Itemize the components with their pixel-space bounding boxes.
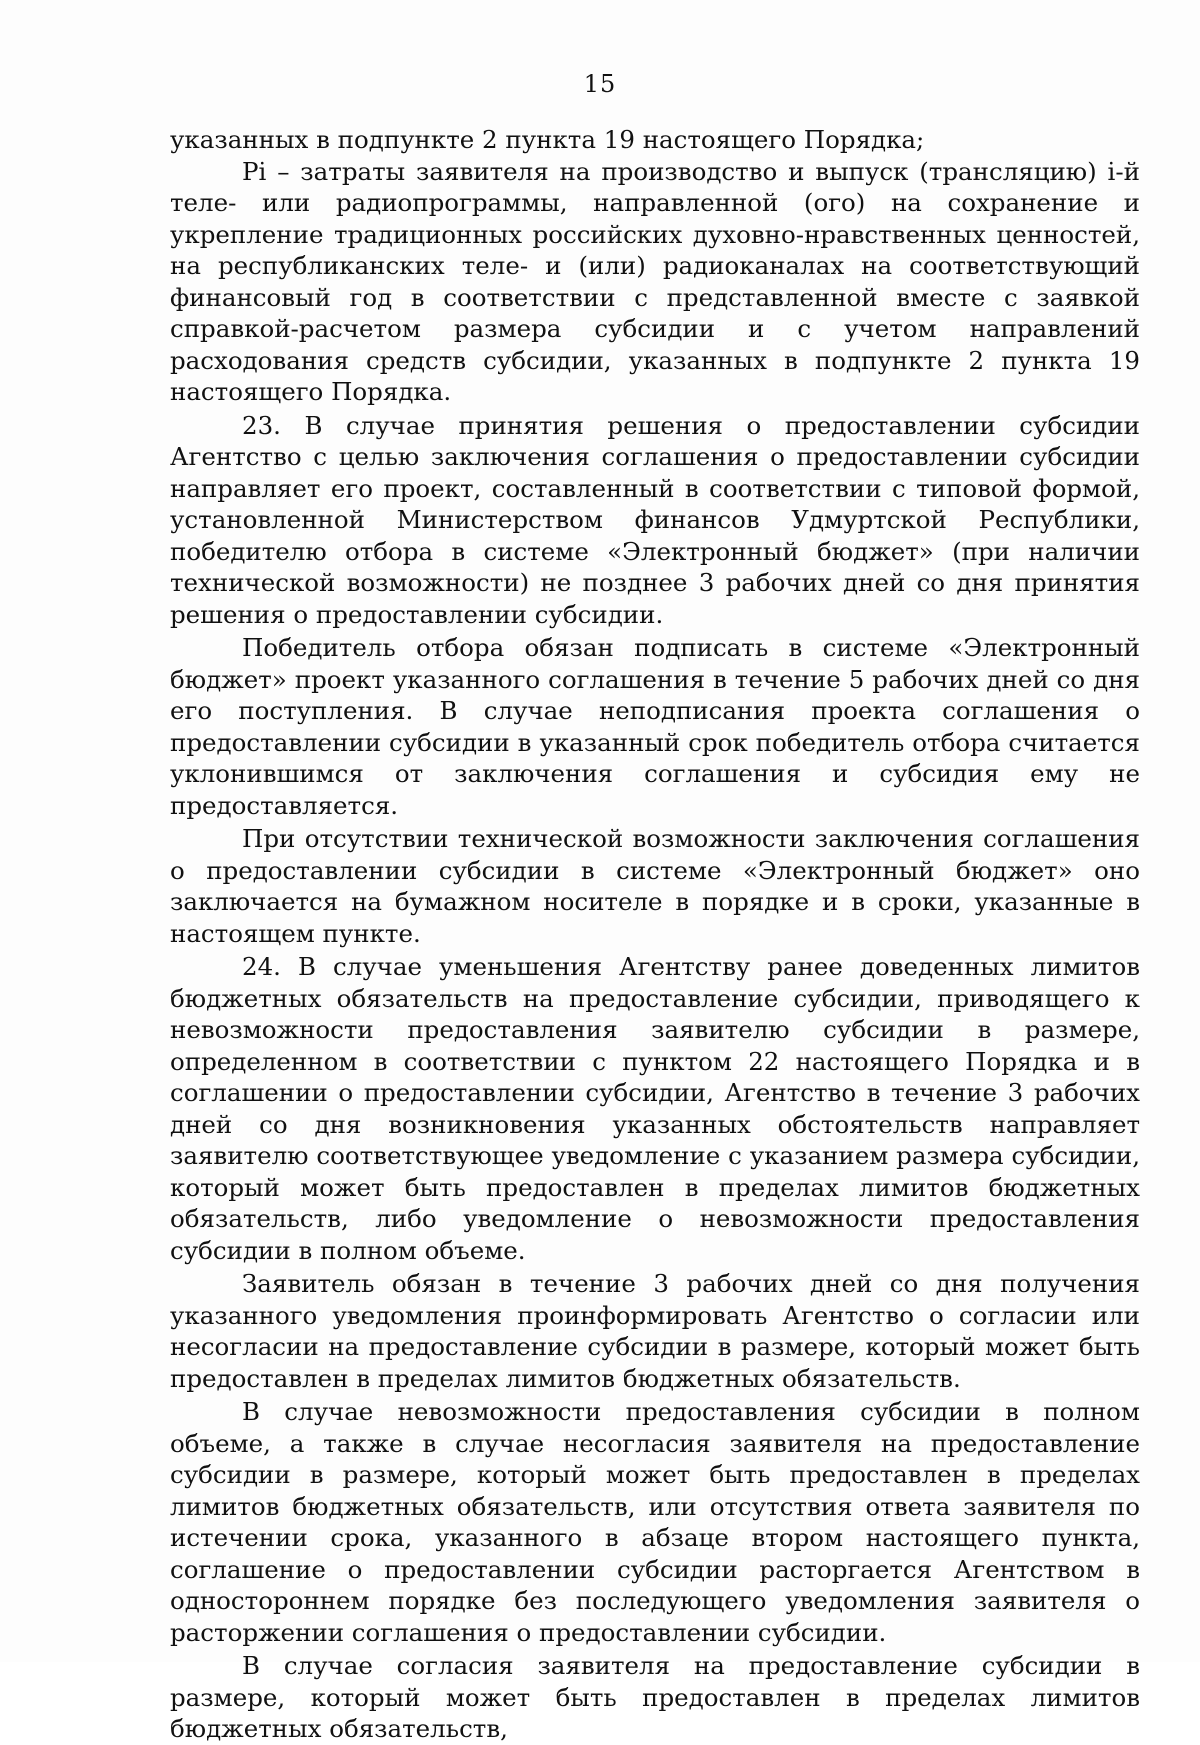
page-number: 15: [583, 70, 617, 98]
document-body: [170, 124, 1140, 1745]
paragraph-paper-agreement: При отсутствии технической возможности заключения соглашения о предоставлении субсидии в системе «Электронный бюджет» оно заключается на бумажном носителе в порядке и в сроки, указанные в настоящем пункте.: [170, 824, 1140, 948]
paragraph-consent: В случае согласия заявителя на предоставление субсидии в размере, который может быть предоставлен в пределах лимитов бюджетных обязательств,: [170, 1651, 1140, 1743]
paragraph-item-23: 23. В случае принятия решения о предоставлении субсидии Агентство с целью заключения соглашения о предоставлении субсидии направляет его проект, составленный в соответствии с типовой формой, установленной Министерством финансов Удмуртской Республики, победителю отбора в системе «Электронный бюджет» (при наличии технической возможности) не позднее 3 рабочих дней со дня принятия решения о предоставлении субсидии.: [170, 410, 1140, 629]
paragraph-item-24: 24. В случае уменьшения Агентству ранее доведенных лимитов бюджетных обязательств на предоставление субсидии, приводящего к невозможности предоставления заявителю субсидии в размере, определенном в соответствии с пунктом 22 настоящего Порядка и в соглашении о предоставлении субсидии, Агентство в течение 3 рабочих дней со дня возникновения указанных обстоятельств направляет заявителю соответствующее уведомление с указанием размера субсидии, который может быть предоставлен в пределах лимитов бюджетных обязательств, либо уведомление о невозможности предоставления субсидии в полном объеме.: [170, 952, 1140, 1265]
paragraph-pi-definition: Pi – затраты заявителя на производство и выпуск (трансляцию) i-й теле- или радиопрограммы, направленной (ого) на сохранение и укрепление традиционных российских духовно-нравственных ценностей, на республиканских теле- и (или) радиоканалах на соответствующий финансовый год в соответствии с представленной вместе с заявкой справкой-расчетом размера субсидии и с учетом направлений расходования средств субсидии, указанных в подпункте 2 пункта 19 настоящего Порядка.: [170, 156, 1140, 406]
paragraph-continuation: указанных в подпункте 2 пункта 19 настоящего Порядка;: [170, 125, 925, 154]
paragraph-winner-sign: Победитель отбора обязан подписать в системе «Электронный бюджет» проект указанного соглашения в течение 5 рабочих дней со дня его поступления. В случае неподписания проекта соглашения о предоставлении субсидии в указанный срок победитель отбора считается уклонившимся от заключения соглашения и субсидия ему не предоставляется.: [170, 633, 1140, 820]
paragraph-termination: В случае невозможности предоставления субсидии в полном объеме, а также в случае несогласия заявителя на предоставление субсидии в размере, который может быть предоставлен в пределах лимитов бюджетных обязательств, или отсутствия ответа заявителя по истечении срока, указанного в абзаце втором настоящего пункта, соглашение о предоставлении субсидии расторгается Агентством в одностороннем порядке без последующего уведомления заявителя о расторжении соглашения о предоставлении субсидии.: [170, 1397, 1140, 1647]
paragraph-applicant-notify: Заявитель обязан в течение 3 рабочих дней со дня получения указанного уведомления проинформировать Агентство о согласии или несогласии на предоставление субсидии в размере, который может быть предоставлен в пределах лимитов бюджетных обязательств.: [170, 1269, 1140, 1393]
